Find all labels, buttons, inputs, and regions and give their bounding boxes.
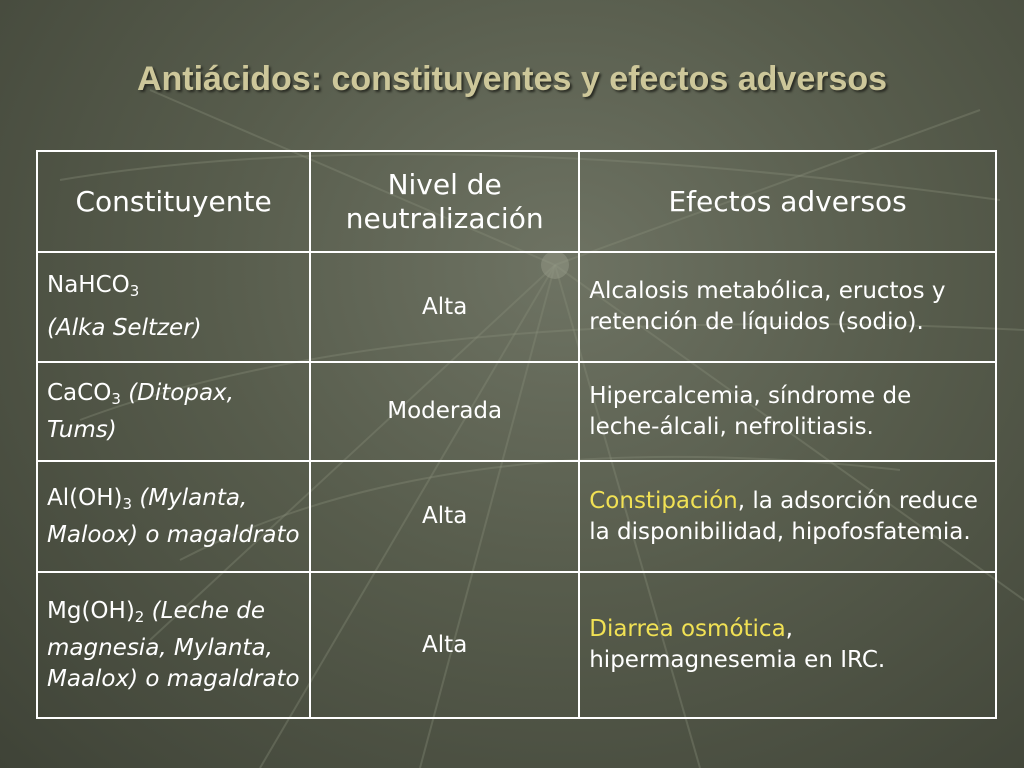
effects-highlight: Constipación bbox=[589, 487, 738, 514]
brand-names: (Alka Seltzer) bbox=[47, 315, 202, 341]
antacids-table bbox=[36, 150, 997, 719]
effects-text: , hipermagnesemia en IRC. bbox=[589, 616, 886, 673]
constituent-cell bbox=[37, 252, 310, 362]
effects-text: , la adsorción reduce la disponibilidad, hipofosfatemia. bbox=[589, 487, 978, 545]
formula-base: Mg(OH) bbox=[47, 597, 135, 624]
table-row bbox=[37, 461, 996, 572]
level-cell: Alta bbox=[310, 252, 579, 362]
brand-names: (Ditopax, Tums) bbox=[47, 379, 234, 443]
level-cell: Alta bbox=[310, 461, 579, 572]
header-constituyente: Constituyente bbox=[37, 151, 310, 252]
brand-names: (Leche de magnesia, Mylanta, Maalox) o magaldrato bbox=[47, 597, 300, 692]
level-cell: Moderada bbox=[310, 362, 579, 461]
effects-cell bbox=[579, 461, 996, 572]
effects-cell bbox=[579, 572, 996, 718]
formula-subscript: 3 bbox=[111, 389, 121, 408]
effects-text: Hipercalcemia, síndrome de leche-álcali, nefrolitiasis. bbox=[589, 382, 912, 440]
formula-subscript: 3 bbox=[129, 282, 140, 300]
effects-text: Alcalosis metabólica, eructos y retención de líquidos (sodio). bbox=[589, 278, 946, 335]
formula-base: NaHCO bbox=[47, 272, 130, 298]
effects-cell bbox=[579, 252, 996, 362]
level-cell: Alta bbox=[310, 572, 579, 718]
header-nivel: Nivel de neutralización bbox=[310, 151, 579, 252]
constituent-cell bbox=[37, 362, 310, 461]
effects-highlight: Diarrea osmótica bbox=[589, 616, 786, 642]
formula-subscript: 3 bbox=[122, 494, 133, 513]
effects-cell bbox=[579, 362, 996, 461]
formula-base: CaCO bbox=[47, 379, 112, 406]
slide-title: Antiácidos: constituyentes y efectos adversos bbox=[136, 60, 888, 98]
table-row bbox=[37, 362, 996, 461]
formula-base: Al(OH) bbox=[47, 484, 123, 511]
brand-names: (Mylanta, Maloox) o magaldrato bbox=[47, 484, 300, 548]
constituent-cell bbox=[37, 572, 310, 718]
table-header-row bbox=[37, 151, 996, 252]
table-row bbox=[37, 572, 996, 718]
constituent-cell bbox=[37, 461, 310, 572]
header-efectos: Efectos adversos bbox=[579, 151, 996, 252]
formula-subscript: 2 bbox=[134, 607, 145, 626]
table-row bbox=[37, 252, 996, 362]
